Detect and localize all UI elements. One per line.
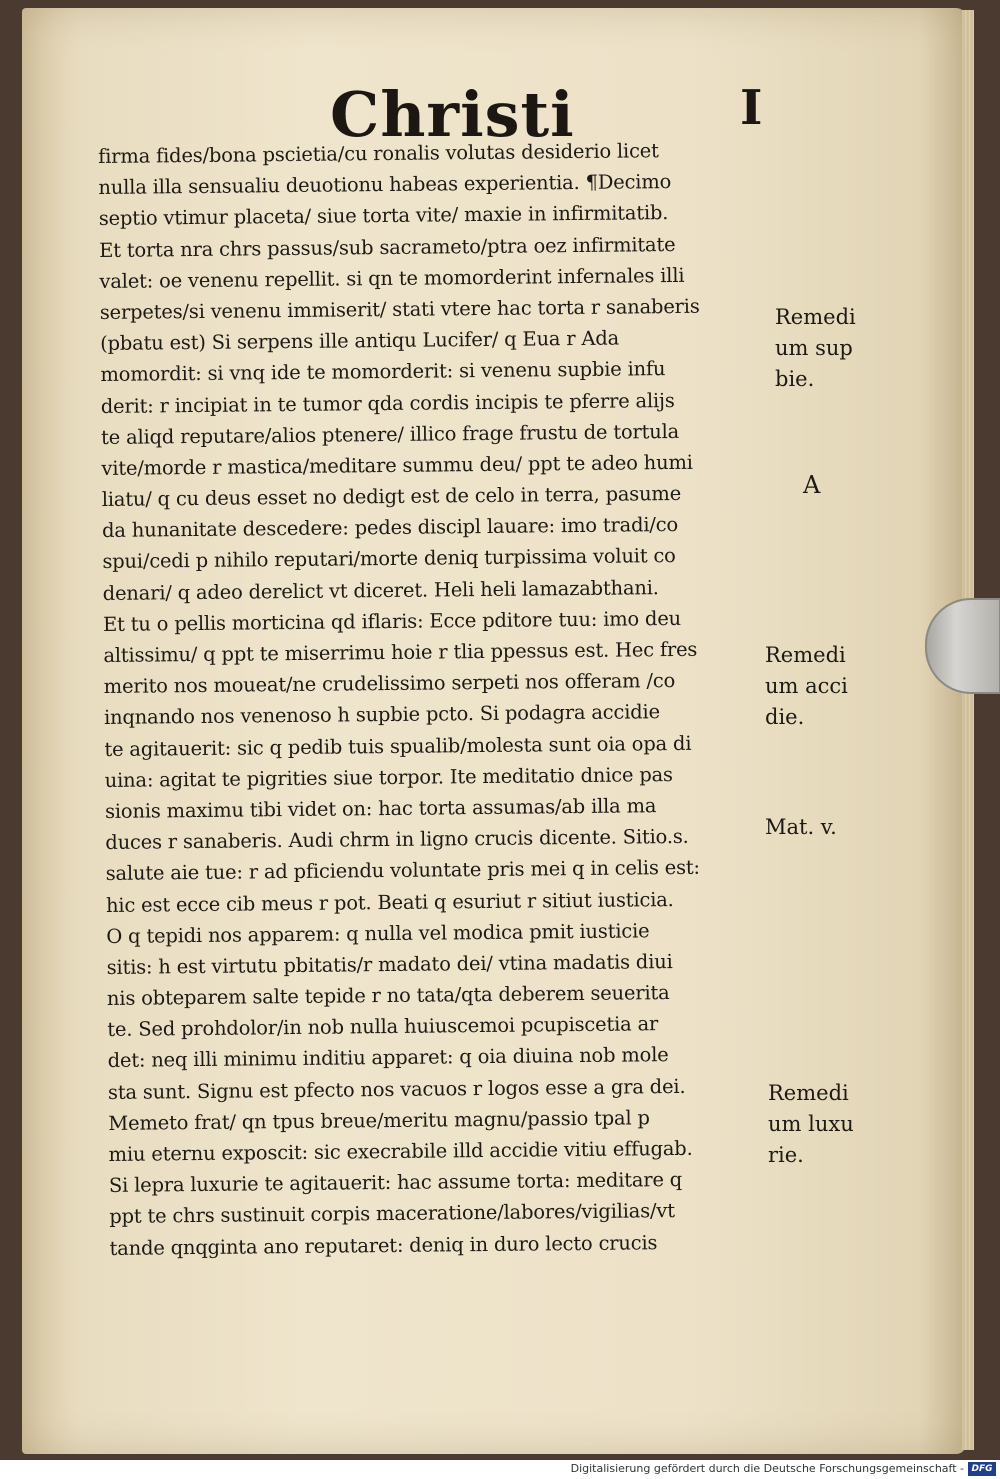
text-line: nis obteparem salte tepide r no tata/qta deberem seuerita: [106, 981, 670, 1011]
text-line: altissimu/ q ppt te miserrimu hoie r tlia ppessus est. Hec fres: [103, 637, 698, 667]
text-line: miu eternu exposcit: sic execrabile illd accidie vitiu effugab.: [108, 1136, 693, 1166]
margin-note-line: rie.: [768, 1143, 804, 1167]
margin-note-line: bie.: [775, 367, 815, 391]
text-line: Et tu o pellis morticina qd iflaris: Ecce pditore tuu: imo deu: [102, 606, 682, 636]
text-line: vite/morde r mastica/meditare summu deu/ ppt te adeo humi: [101, 450, 693, 480]
margin-note-remedium-accidie: [765, 640, 848, 733]
text-line: te aliqd reputare/alios ptenere/ illico frage frustu de tortula: [100, 419, 680, 449]
margin-note-line: A: [803, 471, 821, 499]
margin-note-remedium-luxurie: [768, 1078, 854, 1171]
text-line: uina: agitat te pigrities siue torpor. Ite meditatio dnice pas: [104, 762, 673, 792]
margin-note-line: die.: [765, 705, 805, 729]
body-text: [98, 134, 790, 1264]
text-line: denari/ q adeo derelict vt diceret. Heli heli lamazabthani.: [102, 575, 659, 605]
text-line: liatu/ q cu deus esset no dedigt est de celo in terra, pasume: [101, 481, 682, 512]
text-line: sionis maximu tibi videt on: hac torta assumas/ab illa ma: [104, 794, 657, 823]
text-line: hic est ecce cib meus r pot. Beati q esuriut r sitiut iusticia.: [105, 887, 674, 917]
text-line: Si lepra luxurie te agitauerit: hac assume torta: meditare q: [108, 1168, 683, 1198]
text-line: ppt te chrs sustinuit corpis maceratione/labores/vigilias/vt: [109, 1199, 675, 1229]
text-line: (pbatu est) Si serpens ille antiqu Lucifer/ q Eua r Ada: [100, 326, 620, 356]
margin-note-line: um sup: [775, 336, 853, 360]
text-line: derit: r incipiat in te tumor qda cordis incipis te pferre alijs: [100, 388, 675, 418]
text-line: det: neq illi minimu inditiu apparet: q oia diuina nob mole: [107, 1043, 669, 1073]
margin-note-mat-v: [765, 812, 837, 843]
text-line: firma fides/bona pscietia/cu ronalis volutas desiderio licet: [98, 139, 659, 168]
text-line: te agitauerit: sic q pedib tuis spualib/molesta sunt oia opa di: [104, 731, 692, 761]
funding-credit: Digitalisierung gefördert durch die Deutsche Forschungsgemeinschaft -: [570, 1462, 964, 1475]
margin-note-line: Remedi: [775, 305, 856, 329]
text-line: sta sunt. Signu est pfecto nos vacuos r logos esse a gra dei.: [107, 1074, 686, 1104]
margin-note-line: Remedi: [765, 643, 846, 667]
text-line: salute aie tue: r ad pficiendu voluntate pris mei q in celis est:: [105, 856, 700, 886]
folio-number: I: [740, 80, 763, 136]
text-line: duces r sanaberis. Audi chrm in ligno crucis dicente. Sitio.s.: [105, 824, 689, 855]
text-line: da hunanitate descedere: pedes discipl lauare: imo tradi/co: [101, 513, 679, 543]
text-line: te. Sed prohdolor/in nob nulla huiuscemoi pcupiscetia ar: [107, 1012, 659, 1042]
text-line: septio vtimur placeta/ siue torta vite/ maxie in infirmitatib.: [98, 201, 669, 231]
page-edges: [962, 10, 974, 1450]
dfg-logo: DFG: [968, 1462, 996, 1476]
text-line: tande qnqginta ano reputaret: deniq in duro lecto crucis: [109, 1230, 658, 1260]
margin-note-line: Remedi: [768, 1081, 849, 1105]
text-line: Memeto frat/ qn tpus breue/meritu magnu/passio tpal p: [108, 1106, 650, 1135]
margin-note-line: Mat. v.: [765, 815, 837, 839]
text-line: merito nos moueat/ne crudelissimo serpeti nos offeram /co: [103, 669, 676, 699]
text-line: inqnando nos venenoso h supbie pcto. Si podagra accidie: [103, 700, 661, 730]
text-line: momordit: si vnq ide te momorderit: si venenu supbie infu: [100, 357, 666, 387]
text-line: nulla illa sensualiu deuotionu habeas experientia. ¶Decimo: [98, 170, 672, 200]
margin-note-line: um acci: [765, 674, 848, 698]
text-line: O q tepidi nos apparem: q nulla vel modica pmit iusticie: [106, 918, 650, 948]
text-line: serpetes/si venenu immiserit/ stati vtere hac torta r sanaberis: [99, 294, 700, 324]
margin-note-remedium-superbie: [775, 302, 856, 395]
margin-note-a: [803, 470, 820, 501]
text-line: Et torta nra chrs passus/sub sacrameto/ptra oez infirmitate: [99, 232, 676, 262]
running-title: Christi: [330, 78, 575, 151]
margin-note-line: um luxu: [768, 1112, 854, 1136]
footer-bar: [0, 1460, 1000, 1479]
text-line: sitis: h est virtutu pbitatis/r madato dei/ vtina madatis diui: [106, 949, 673, 979]
text-line: valet: oe venenu repellit. si qn te momorderint infernales illi: [99, 263, 685, 293]
text-line: spui/cedi p nihilo reputari/morte deniq turpissima voluit co: [102, 544, 676, 574]
